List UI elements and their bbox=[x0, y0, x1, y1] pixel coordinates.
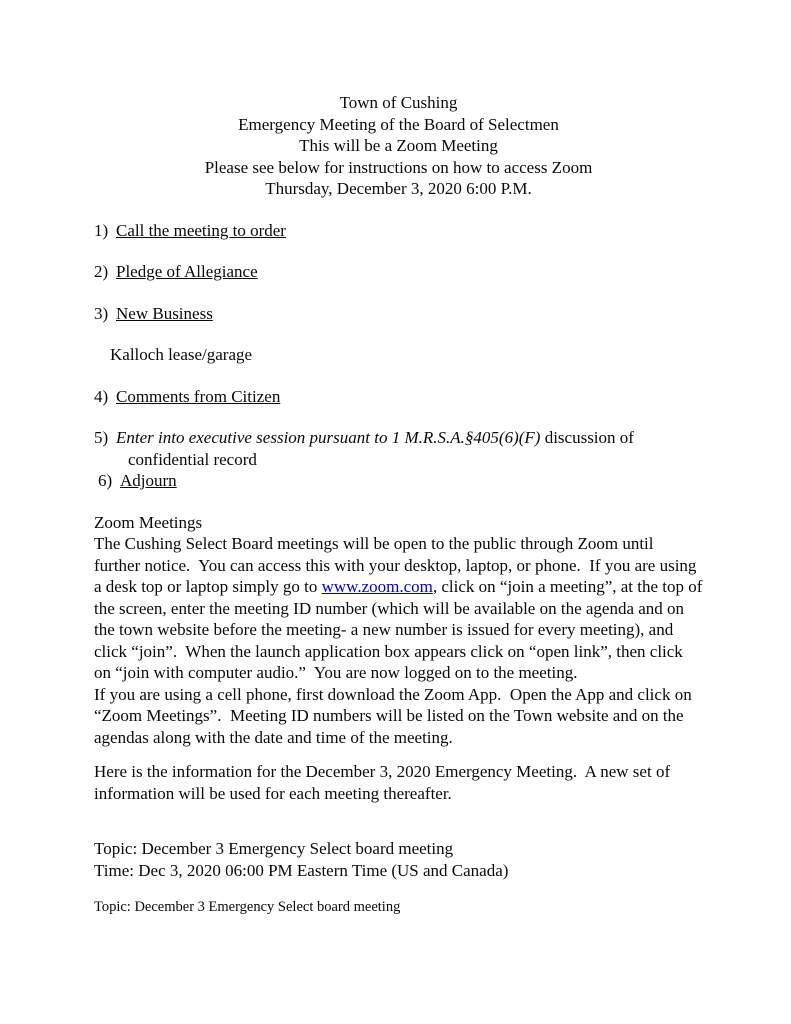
agenda-item-pledge bbox=[94, 261, 703, 283]
item-label: Adjourn bbox=[120, 471, 177, 490]
meeting-info-intro: Here is the information for the December 3, 2020 Emergency Meeting. A new set of information will be used for each meeting thereafter. bbox=[94, 762, 675, 803]
meeting-info-block bbox=[94, 838, 703, 881]
item-number: 6) bbox=[98, 471, 113, 490]
zoom-instructions-desktop bbox=[94, 533, 707, 684]
agenda-item-new-business bbox=[94, 303, 703, 325]
zoom-meetings-section bbox=[94, 512, 707, 749]
agenda-list bbox=[94, 220, 703, 492]
item-label: Comments from Citizen bbox=[116, 386, 281, 406]
agenda-item-adjourn bbox=[98, 470, 703, 492]
zoom-section-title: Zoom Meetings bbox=[94, 512, 203, 532]
doc-subtitle: Emergency Meeting of the Board of Selectmen bbox=[238, 114, 559, 134]
doc-access-note: Please see below for instructions on how to access Zoom bbox=[204, 157, 593, 177]
time-line: Time: Dec 3, 2020 06:00 PM Eastern Time (US and Canada) bbox=[94, 860, 509, 880]
agenda-item-executive-session bbox=[94, 427, 703, 470]
item-label: New Business bbox=[116, 303, 213, 323]
item-label: Call the meeting to order bbox=[116, 220, 286, 240]
zoom-instructions-text-before-link: The Cushing Select Board meetings will be open to the public through Zoom until further notice. You can access this with your desktop, laptop, or phone. If you are using a desk top or laptop simply go to bbox=[94, 534, 701, 596]
zoom-website-link[interactable]: www.zoom.com bbox=[321, 577, 433, 596]
doc-meeting-type: This will be a Zoom Meeting bbox=[299, 136, 498, 155]
doc-title: Town of Cushing bbox=[339, 93, 458, 112]
agenda-item-comments bbox=[94, 386, 703, 408]
item-number: 2) bbox=[94, 262, 109, 281]
item-number: 1) bbox=[94, 220, 109, 240]
agenda-subitem-kalloch: Kalloch lease/garage bbox=[110, 345, 253, 364]
footer-topic-line: Topic: December 3 Emergency Select board meeting bbox=[94, 899, 401, 915]
zoom-instructions-text-after-link: , click on “join a meeting”, at the top of the screen, enter the meeting ID number (which will be available on the agenda and on the town website before the meeting- a new number is issued for every meeting), and click “join”. When the launch application box appears click on “open link”, then click on “join with computer audio.” You are now logged on to the meeting. bbox=[94, 577, 707, 682]
item-number: 4) bbox=[94, 386, 109, 406]
item-number: 3) bbox=[94, 303, 109, 323]
item-label-regular: discussion of confidential record bbox=[128, 428, 639, 469]
item-number: 5) bbox=[94, 428, 109, 447]
item-label: Pledge of Allegiance bbox=[116, 262, 258, 281]
agenda-item-call-to-order bbox=[94, 220, 703, 242]
doc-datetime: Thursday, December 3, 2020 6:00 P.M. bbox=[265, 179, 532, 198]
topic-line: Topic: December 3 Emergency Select board meeting bbox=[94, 839, 454, 858]
document-header bbox=[94, 92, 703, 200]
item-label-italic: Enter into executive session pursuant to 1 M.R.S.A.§405(6)(F) bbox=[116, 428, 541, 447]
zoom-instructions-phone: If you are using a cell phone, first download the Zoom App. Open the App and click on “Zoom Meetings”. Meeting ID numbers will be listed on the Town website and on the agendas along with the date and time of the meeting. bbox=[94, 684, 696, 747]
